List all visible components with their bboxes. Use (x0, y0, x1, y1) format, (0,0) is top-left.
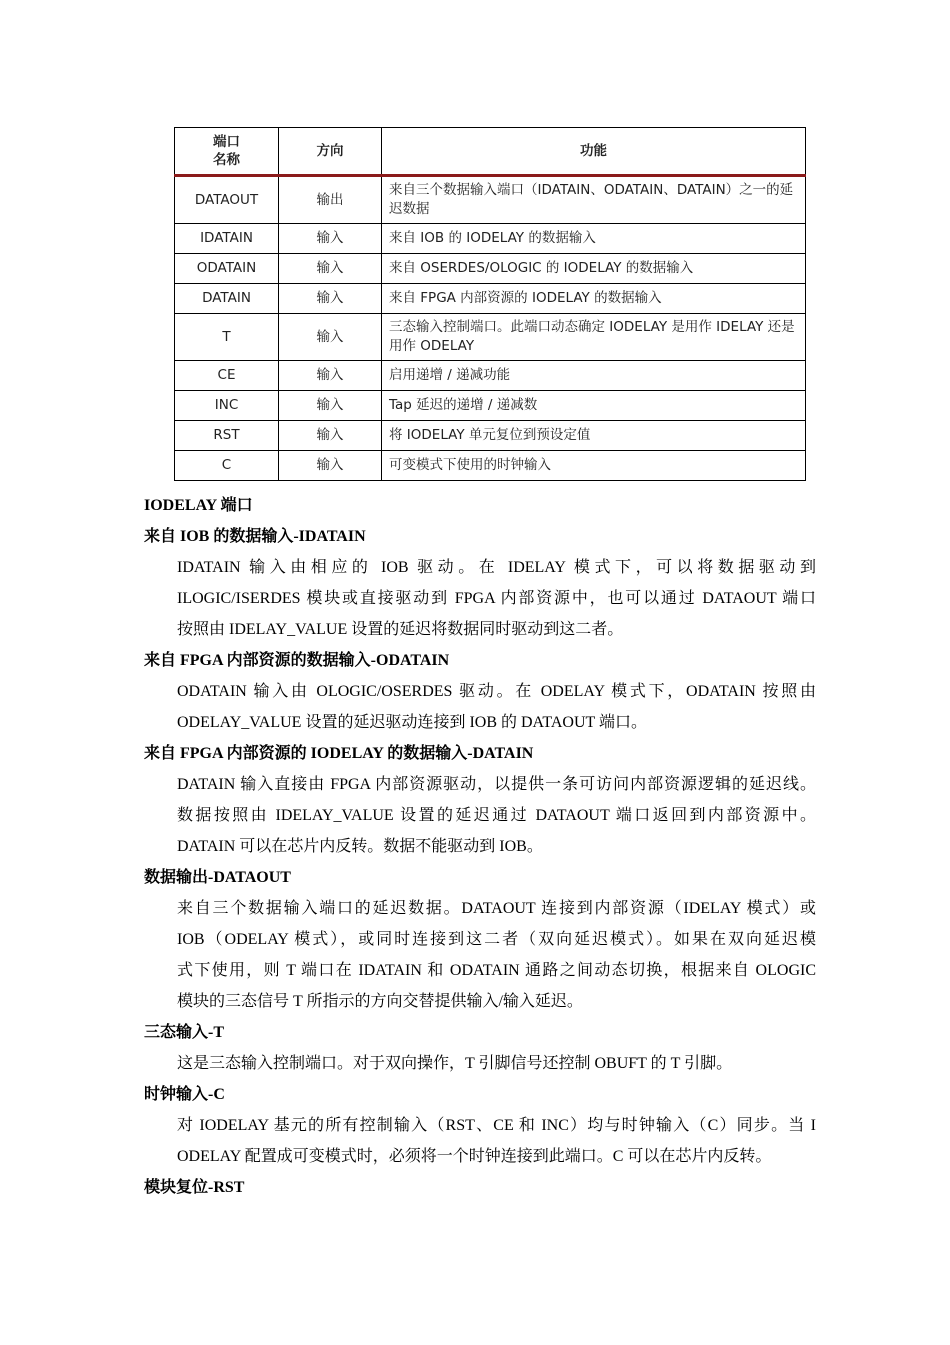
cell-port: INC (175, 391, 279, 421)
table-row (175, 284, 806, 314)
section-heading-idatain: 来自 IOB 的数据输入-IDATAIN (144, 528, 366, 545)
header-port-name: 端口 名称 (175, 128, 279, 176)
paragraph-idatain (144, 552, 816, 645)
cell-direction: 输入 (279, 284, 382, 314)
paragraph-line: 对 IODELAY 基元的所有控制输入（RST、CE 和 INC）均与时钟输入（C）同步。当 I (177, 1117, 816, 1134)
section-heading-datain: 来自 FPGA 内部资源的 IODELAY 的数据输入-DATAIN (144, 745, 534, 762)
cell-function: 可变模式下使用的时钟输入 (382, 451, 806, 481)
paragraph-line: ILOGIC/ISERDES 模块或直接驱动到 FPGA 内部资源中，也可以通过 DATAOUT 端口 (177, 590, 816, 607)
table-row (175, 176, 806, 224)
cell-function: 启用递增 / 递减功能 (382, 361, 806, 391)
header-direction: 方向 (279, 128, 382, 176)
section-heading-dataout: 数据输出-DATAOUT (144, 869, 291, 886)
paragraph-line: DATAIN 可以在芯片内反转。数据不能驱动到 IOB。 (177, 838, 543, 855)
paragraph-line: 式下使用，则 T 端口在 IDATAIN 和 ODATAIN 通路之间动态切换，根据来自 OLOGIC (177, 962, 816, 979)
table-row (175, 451, 806, 481)
table-row (175, 391, 806, 421)
cell-function: 来自 FPGA 内部资源的 IODELAY 的数据输入 (382, 284, 806, 314)
cell-port: C (175, 451, 279, 481)
iodelay-port-table (174, 127, 806, 481)
cell-port: DATAOUT (175, 176, 279, 224)
cell-function: 三态输入控制端口。此端口动态确定 IODELAY 是用作 IDELAY 还是用作 ODELAY (382, 314, 806, 361)
cell-function: 将 IODELAY 单元复位到预设定值 (382, 421, 806, 451)
paragraph-line: 数据按照由 IDELAY_VALUE 设置的延迟通过 DATAOUT 端口返回到内部资源中。 (177, 807, 816, 824)
paragraph-datain (144, 769, 816, 862)
paragraph-line: 按照由 IDELAY_VALUE 设置的延迟将数据同时驱动到这二者。 (177, 621, 624, 638)
paragraph-line: 这是三态输入控制端口。对于双向操作，T 引脚信号还控制 OBUFT 的 T 引脚。 (177, 1055, 733, 1072)
table-row (175, 361, 806, 391)
paragraph-c (144, 1110, 816, 1172)
cell-port: ODATAIN (175, 254, 279, 284)
paragraph-line: ODELAY_VALUE 设置的延迟驱动连接到 IOB 的 DATAOUT 端口。 (177, 714, 647, 731)
table-header-row (175, 128, 806, 176)
cell-port: T (175, 314, 279, 361)
cell-function: 来自三个数据输入端口（IDATAIN、ODATAIN、DATAIN）之一的延迟数据 (382, 176, 806, 224)
cell-function: 来自 OSERDES/OLOGIC 的 IODELAY 的数据输入 (382, 254, 806, 284)
table-row (175, 224, 806, 254)
section-heading-odatain: 来自 FPGA 内部资源的数据输入-ODATAIN (144, 652, 450, 669)
paragraph-line: 模块的三态信号 T 所指示的方向交替提供输入/输入延迟。 (177, 993, 583, 1010)
cell-direction: 输入 (279, 314, 382, 361)
cell-port: RST (175, 421, 279, 451)
table-row (175, 254, 806, 284)
cell-port: IDATAIN (175, 224, 279, 254)
cell-function: Tap 延迟的递增 / 递减数 (382, 391, 806, 421)
section-heading-c: 时钟输入-C (144, 1086, 225, 1103)
cell-direction: 输入 (279, 254, 382, 284)
paragraph-line: DATAIN 输入直接由 FPGA 内部资源驱动，以提供一条可访问内部资源逻辑的延迟线。 (177, 776, 816, 793)
paragraph-line: IOB（ODELAY 模式），或同时连接到这二者（双向延迟模式）。如果在双向延迟模 (177, 931, 816, 948)
document-body (144, 490, 816, 1203)
cell-port: CE (175, 361, 279, 391)
paragraph-dataout (144, 893, 816, 1017)
cell-port: DATAIN (175, 284, 279, 314)
paragraph-odatain (144, 676, 816, 738)
cell-direction: 输入 (279, 451, 382, 481)
cell-direction: 输入 (279, 391, 382, 421)
table-row (175, 314, 806, 361)
paragraph-line: ODELAY 配置成可变模式时，必须将一个时钟连接到此端口。C 可以在芯片内反转。 (177, 1148, 772, 1165)
cell-direction: 输入 (279, 421, 382, 451)
section-heading-t: 三态输入-T (144, 1024, 225, 1041)
cell-direction: 输入 (279, 224, 382, 254)
paragraph-line: ODATAIN 输入由 OLOGIC/OSERDES 驱动。在 ODELAY 模式下，ODATAIN 按照由 (177, 683, 816, 700)
paragraph-line: 来自三个数据输入端口的延迟数据。DATAOUT 连接到内部资源（IDELAY 模式）或 (177, 900, 816, 917)
section-heading-rst: 模块复位-RST (144, 1179, 245, 1196)
paragraph-t (144, 1048, 816, 1079)
cell-direction: 输入 (279, 361, 382, 391)
cell-direction: 输出 (279, 176, 382, 224)
table-row (175, 421, 806, 451)
cell-function: 来自 IOB 的 IODELAY 的数据输入 (382, 224, 806, 254)
header-function: 功能 (382, 128, 806, 176)
paragraph-line: IDATAIN 输入由相应的 IOB 驱动。在 IDELAY 模式下，可以将数据驱动到 (177, 559, 816, 576)
table-caption: IODELAY 端口 (144, 497, 253, 514)
